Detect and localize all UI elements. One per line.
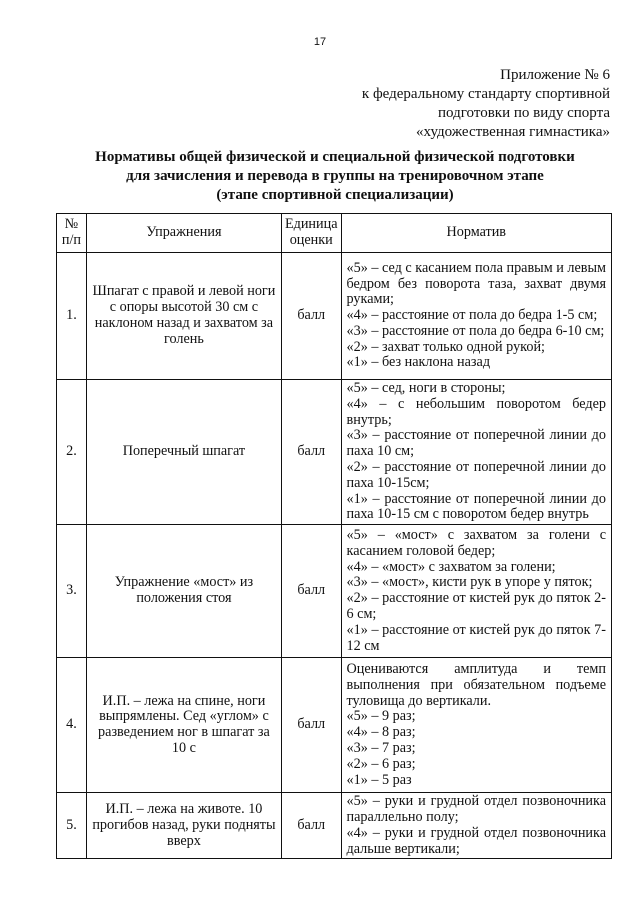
table-row — [57, 658, 612, 793]
norm-cell — [341, 525, 611, 658]
norm-line: «2» – расстояние от кистей рук до пяток 2-6 см; — [346, 590, 606, 622]
norm-line: «2» – расстояние от поперечной линии до паха 10-15см; — [346, 458, 606, 491]
norm-line: «1» – расстояние от кистей рук до пяток 7-12 см — [346, 621, 606, 654]
header-exercise: Упражнения — [86, 214, 281, 253]
row-number: 2. — [57, 380, 87, 525]
exercise-cell: И.П. – лежа на спине, ноги выпрямлены. Сед «углом» с разведением ног в шпагат за 10 с — [86, 658, 281, 793]
norm-line: «5» – «мост» с захватом за голени с касанием головой бедер; — [346, 526, 606, 559]
norm-cell — [341, 380, 611, 525]
header-num: № п/п — [57, 214, 87, 253]
norm-line: «2» – 6 раз; — [346, 755, 416, 772]
appendix-line: к федеральному стандарту спортивной — [361, 86, 610, 102]
row-number: 4. — [57, 658, 87, 793]
norm-line: «4» – руки и грудной отдел позвоночника дальше вертикали; — [346, 824, 606, 857]
norm-line: «5» – сед с касанием пола правым и левым бедром без поворота таза, захват двумя руками; — [346, 259, 606, 308]
exercise-cell: Упражнение «мост» из положения стоя — [86, 525, 281, 658]
table-row — [57, 253, 612, 380]
table-row — [57, 525, 612, 658]
norm-line: «3» – «мост», кисти рук в упоре у пяток; — [346, 574, 593, 591]
norm-line: «3» – 7 раз; — [346, 739, 416, 756]
norm-line: «4» – «мост» с захватом за голени; — [346, 558, 556, 575]
norm-line: «4» – расстояние от пола до бедра 1-5 см; — [346, 307, 598, 324]
norm-line: «5» – сед, ноги в стороны; — [346, 380, 506, 396]
appendix-line: Приложение № 6 — [500, 67, 610, 83]
page-number: 17 — [313, 36, 327, 48]
title-line: Нормативы общей физической и специальной физической подготовки — [95, 149, 575, 165]
norm-line: «3» – расстояние от поперечной линии до паха 10 см; — [346, 427, 606, 460]
standards-table — [56, 213, 612, 859]
norm-line: «5» – 9 раз; — [346, 708, 416, 725]
appendix-line: «художественная гимнастика» — [416, 124, 610, 140]
title-line: для зачисления и перевода в группы на тренировочном этапе — [126, 168, 544, 184]
exercise-cell: И.П. – лежа на животе. 10 прогибов назад, руки подняты вверх — [86, 793, 281, 859]
unit-cell: балл — [281, 525, 341, 658]
table-row — [57, 380, 612, 525]
norm-line: Оцениваются амплитуда и темп выполнения при обязательном подъеме туловища до вертикали. — [346, 660, 606, 709]
header-norm: Норматив — [341, 214, 611, 253]
unit-cell: балл — [281, 253, 341, 380]
norm-line: «4» – 8 раз; — [346, 724, 416, 741]
unit-cell: балл — [281, 658, 341, 793]
exercise-cell: Поперечный шпагат — [86, 380, 281, 525]
header-unit: Единица оценки — [281, 214, 341, 253]
norm-cell — [341, 253, 611, 380]
appendix-header — [362, 66, 610, 142]
title-line: (этапе спортивной специализации) — [216, 187, 454, 203]
appendix-line: подготовки по виду спорта — [438, 105, 610, 121]
norm-line: «1» – 5 раз — [346, 771, 412, 788]
norm-line: «3» – расстояние от пола до бедра 6-10 см; — [346, 322, 605, 339]
row-number: 5. — [57, 793, 87, 859]
row-number: 1. — [57, 253, 87, 380]
unit-cell: балл — [281, 793, 341, 859]
norm-line: «4» – с небольшим поворотом бедер внутрь; — [346, 395, 606, 428]
unit-cell: балл — [281, 380, 341, 525]
norm-line: «1» – расстояние от поперечной линии до паха 10-15 см с поворотом бедер внутрь — [346, 490, 606, 523]
row-number: 3. — [57, 525, 87, 658]
table-body — [57, 253, 612, 859]
document-title — [40, 148, 630, 205]
norm-cell — [341, 793, 611, 859]
norm-cell — [341, 658, 611, 793]
exercise-cell: Шпагат с правой и левой ноги с опоры высотой 30 см с наклоном назад и захватом за голень — [86, 253, 281, 380]
norm-line: «2» – захват только одной рукой; — [346, 338, 545, 355]
norm-line: «1» – без наклона назад — [346, 354, 491, 371]
norm-line: «5» – руки и грудной отдел позвоночника параллельно полу; — [346, 793, 606, 825]
table-header-row — [57, 214, 612, 253]
table-row — [57, 793, 612, 859]
